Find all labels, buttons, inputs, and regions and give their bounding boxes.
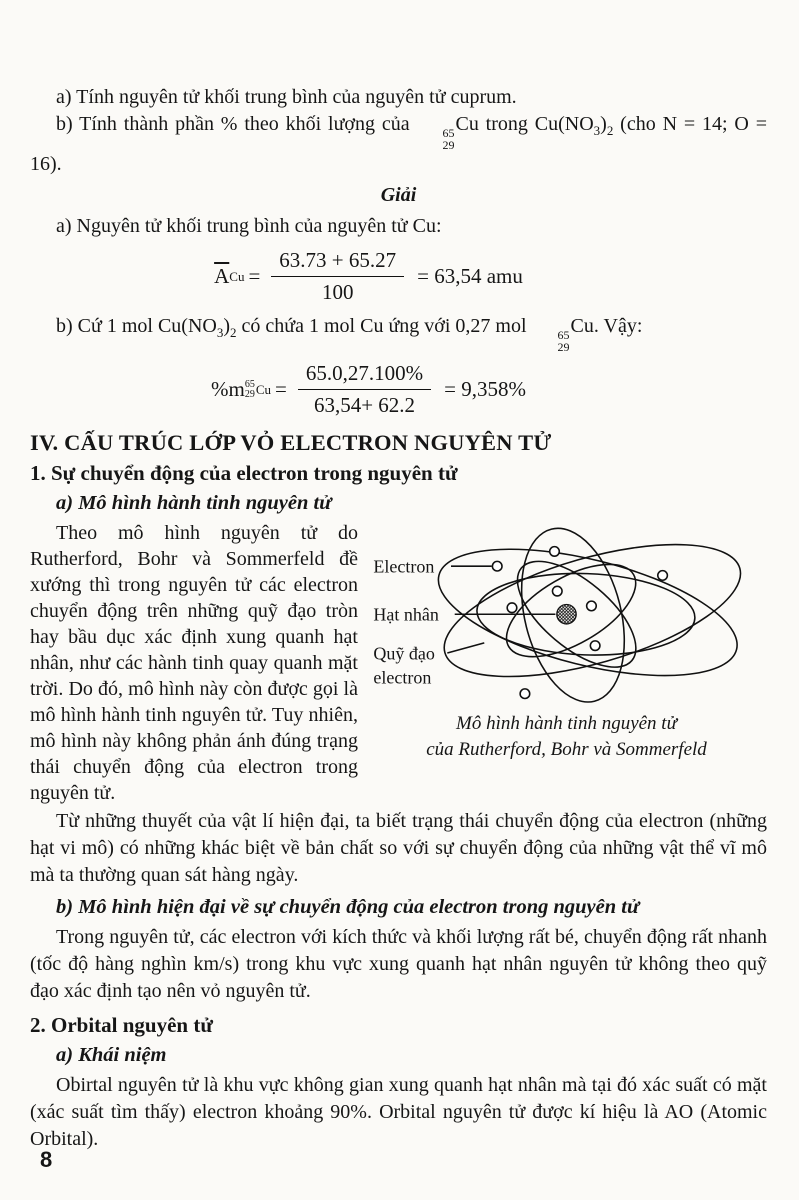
problem-b-text-1: b) Tính thành phần % theo khối lượng của <box>56 113 417 135</box>
figure-labels <box>373 557 438 688</box>
electron-dot <box>587 601 597 611</box>
isotope-mass: 65 <box>244 378 255 390</box>
solution-title: Giải <box>380 184 417 206</box>
solution-line-a: a) Nguyên tử khối trung bình của nguyên tử Cu: <box>56 215 442 237</box>
isotope-mass: 65 <box>442 126 455 140</box>
a-bar-symbol: $\overline{A}$ <box>214 264 230 288</box>
isotope-symbol: Cu <box>570 315 594 337</box>
section-heading-iv: IV. CẤU TRÚC LỚP VỎ ELECTRON NGUYÊN TỬ <box>30 430 552 455</box>
electron-dot <box>552 586 562 596</box>
equals-sign: = <box>248 264 261 288</box>
fraction <box>298 360 431 419</box>
electron-label: Electron <box>373 556 435 577</box>
fraction <box>271 247 404 306</box>
atom-model-diagram <box>366 520 767 711</box>
subsection-2a-heading: a) Khái niệm <box>56 1044 167 1066</box>
isotope-symbol: Cu <box>255 382 272 397</box>
figure-caption-line2: của Rutherford, Bohr và Sommerfeld <box>426 739 707 761</box>
electron-dot <box>550 547 560 557</box>
chem-subscript: 2 <box>606 123 614 138</box>
fraction-denominator: 100 <box>321 280 354 304</box>
electron-dot <box>590 641 600 651</box>
isotope-notation <box>416 127 455 151</box>
orbit-label-line1: Quỹ đạo <box>373 643 435 664</box>
isotope-number: 29 <box>244 388 255 400</box>
isotope-symbol: Cu <box>455 113 479 135</box>
isotope-number: 29 <box>442 138 455 152</box>
leader-lines <box>447 566 555 653</box>
fraction-numerator: 63.73 + 65.27 <box>271 247 404 277</box>
fraction-denominator: 63,54+ 62.2 <box>313 393 416 417</box>
solution-b-text-3: có chứa 1 mol Cu ứng với 0,27 mol <box>236 315 532 337</box>
subsection-1-heading: 1. Sự chuyển động của electron trong nguyên tử <box>30 461 458 485</box>
electron-dot <box>520 689 530 699</box>
orbital-definition-paragraph: Obirtal nguyên tử là khu vực không gian xung quanh hạt nhân mà tại đó xác suất có mặt (xác suất tìm thấy) electron khoảng 90%. Orbital nguyên tử được kí hiệu là AO (Atomic Orbital). <box>30 1074 767 1150</box>
solution-b-text-4: . Vậy: <box>593 315 643 337</box>
orbit-group <box>426 520 754 711</box>
isotope-number: 29 <box>557 340 570 354</box>
page-number: 8 <box>40 1147 53 1172</box>
nucleus-label: Hạt nhân <box>373 604 439 625</box>
formula-result: = 63,54 amu <box>417 264 523 288</box>
equals-sign: = <box>275 377 287 401</box>
electron-dot <box>492 561 502 571</box>
isotope-notation <box>532 329 571 353</box>
formula-result: = 9,358% <box>444 377 526 401</box>
orbit-ellipse <box>426 524 749 700</box>
planetary-model-paragraph: Theo mô hình nguyên tử do Rutherford, Bohr và Sommerfeld đề xướng thì trong nguyên tử các electron chuyển động trên những quỹ đạo tròn hay bầu dục xác định xung quanh hạt nhân, như các hành tinh quay quanh mặt trời. Do đó, mô hình này còn được gọi là mô hình hành tinh nguyên tử. Tuy nhiên, mô hình này không phản ánh đúng trạng thái chuyển động của electron trong nguyên tử. <box>30 522 358 804</box>
figure-caption <box>366 711 767 763</box>
problem-b-text-4: (cho N = 14; O = 16). <box>30 113 768 175</box>
atom-model-figure <box>366 520 767 806</box>
percent-m-subscript <box>245 380 271 400</box>
subsection-2-heading: 2. Orbital nguyên tử <box>30 1013 213 1037</box>
two-column-block <box>30 520 767 806</box>
chem-subscript: 3 <box>216 325 224 340</box>
electron-dot <box>507 603 517 613</box>
chem-subscript: 3 <box>593 123 601 138</box>
figure-caption-line1: Mô hình hành tinh nguyên tử <box>456 713 677 735</box>
problem-b-text-2: trong Cu(NO <box>478 113 594 135</box>
subsection-1a-heading: a) Mô hình hành tinh nguyên tử <box>56 492 332 514</box>
orbit-label-line2: electron <box>373 667 432 688</box>
chem-subscript: 2 <box>230 325 237 340</box>
solution-line-b <box>30 313 767 353</box>
subsection-1b-heading: b) Mô hình hiện đại về sự chuyển động của electron trong nguyên tử <box>56 896 640 918</box>
solution-b-text-2: ) <box>223 315 231 337</box>
solution-b-text-1: b) Cứ 1 mol Cu(NO <box>56 315 217 337</box>
problem-b-text-3: ) <box>600 113 607 135</box>
modern-model-paragraph: Trong nguyên tử, các electron với kích thức và khối lượng rất bé, chuyển động rất nhanh (tốc độ hàng nghìn km/s) trong khu vực xung quanh hạt nhân nguyên tử không theo quỹ đạo xác định tạo nên vỏ nguyên tử. <box>30 926 767 1002</box>
formula-mass-percent <box>0 360 737 419</box>
fraction-numerator: 65.0,27.100% <box>298 360 431 390</box>
problem-item-a: a) Tính nguyên tử khối trung bình của nguyên tử cuprum. <box>56 86 517 108</box>
electron-dot <box>658 571 668 581</box>
modern-theory-paragraph: Từ những thuyết của vật lí hiện đại, ta biết trạng thái chuyển động của electron (những hạt vi mô) có những khác biệt về bản chất so với sự chuyển động của những vật thể vĩ mô mà ta thường quan sát hàng ngày. <box>30 810 767 886</box>
problem-item-b <box>30 111 767 178</box>
formula-average-mass: $\overline{A}$ Cu = $\frac{63.73 + 65.27}{100}$ = 63,54 amu <box>214 248 523 304</box>
percent-m-symbol: %m <box>211 377 245 401</box>
isotope-mass: 65 <box>557 328 570 342</box>
nucleus-icon <box>557 605 576 624</box>
